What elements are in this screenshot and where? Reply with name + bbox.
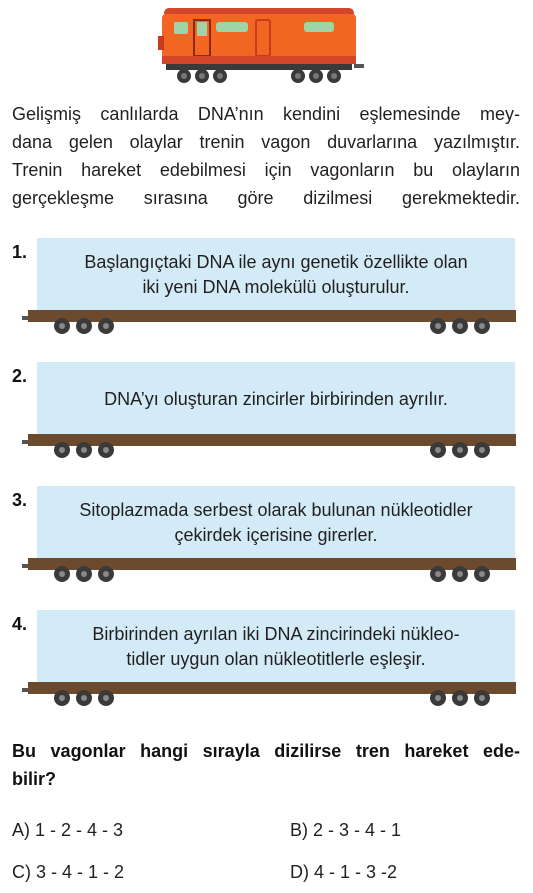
wagon-panel (37, 238, 515, 312)
wheel-icon (98, 690, 114, 706)
wheel-icon (98, 566, 114, 582)
question-text (12, 737, 520, 793)
wagon-chassis-icon (22, 310, 518, 334)
wheel-icon (54, 442, 70, 458)
wheel-icon (430, 690, 446, 706)
locomotive-icon (158, 6, 370, 86)
wagon-4 (0, 610, 533, 705)
question-line: bilir? (12, 769, 56, 789)
wheel-icon (76, 566, 92, 582)
wheel-icon (76, 690, 92, 706)
wheel-icon (76, 318, 92, 334)
wheel-icon (452, 690, 468, 706)
option-c[interactable]: C) 3 - 4 - 1 - 2 (12, 862, 125, 882)
wheel-icon (76, 442, 92, 458)
wheel-icon (452, 566, 468, 582)
wagon-text (92, 622, 459, 672)
option-d[interactable]: D) 4 - 1 - 3 -2 (290, 862, 398, 882)
option-b[interactable]: B) 2 - 3 - 4 - 1 (290, 820, 402, 840)
wheel-icon (452, 318, 468, 334)
wagon-number: 1. (12, 242, 28, 262)
wheel-icon (54, 690, 70, 706)
intro-line: Trenin hareket edebilmesi için vagonların bu olayların (12, 160, 520, 180)
wheel-icon (474, 318, 490, 334)
wagon-text-line: Sitoplazmada serbest olarak bulunan nükleotidler (79, 500, 473, 520)
wagon-panel (37, 610, 515, 684)
wheel-icon (54, 318, 70, 334)
wheel-icon (98, 442, 114, 458)
wagon-number: 2. (12, 366, 28, 386)
wagon-text (79, 498, 472, 548)
wagon-text-line: iki yeni DNA molekülü oluşturulur. (142, 277, 410, 297)
wagon-text-line: DNA’yı oluşturan zincirler birbirinden ayrılır. (104, 388, 448, 409)
wheel-icon (452, 442, 468, 458)
wagon-3 (0, 486, 533, 581)
wagon-2 (0, 362, 533, 457)
option-a[interactable]: A) 1 - 2 - 4 - 3 (12, 820, 124, 840)
wagon-panel (37, 362, 515, 436)
wheel-icon (474, 690, 490, 706)
intro-line: Gelişmiş canlılarda DNA’nın kendini eşlemesinde mey- (12, 104, 520, 124)
wagon-number: 3. (12, 490, 28, 510)
intro-line: dana gelen olaylar trenin vagon duvarlarına yazılmıştır. (12, 132, 520, 152)
wheel-icon (98, 318, 114, 334)
wagon-text-line: Birbirinden ayrılan iki DNA zincirindeki nükleo- (92, 624, 460, 644)
wagon-text-line: çekirdek içerisine girerler. (174, 525, 378, 545)
wheel-icon (430, 318, 446, 334)
wagon-1 (0, 238, 533, 333)
wagon-text (84, 250, 467, 300)
wheel-icon (54, 566, 70, 582)
wagon-text (104, 387, 448, 412)
wagon-chassis-icon (22, 434, 518, 458)
question-line: Bu vagonlar hangi sırayla dizilirse tren hareket ede- (12, 741, 520, 761)
wagon-chassis-icon (22, 682, 518, 706)
wagon-panel (37, 486, 515, 560)
wagon-chassis-icon (22, 558, 518, 582)
wagon-text-line: tidler uygun olan nükleotitlerle eşleşir. (126, 649, 426, 669)
wheel-icon (430, 442, 446, 458)
wagon-text-line: Başlangıçtaki DNA ile aynı genetik özellikte olan (84, 252, 468, 272)
intro-line: gerçekleşme sırasına göre dizilmesi gerekmektedir. (12, 188, 520, 208)
intro-paragraph (12, 100, 520, 212)
wheel-icon (430, 566, 446, 582)
wagon-number: 4. (12, 614, 28, 634)
wheel-icon (474, 442, 490, 458)
wheel-icon (474, 566, 490, 582)
